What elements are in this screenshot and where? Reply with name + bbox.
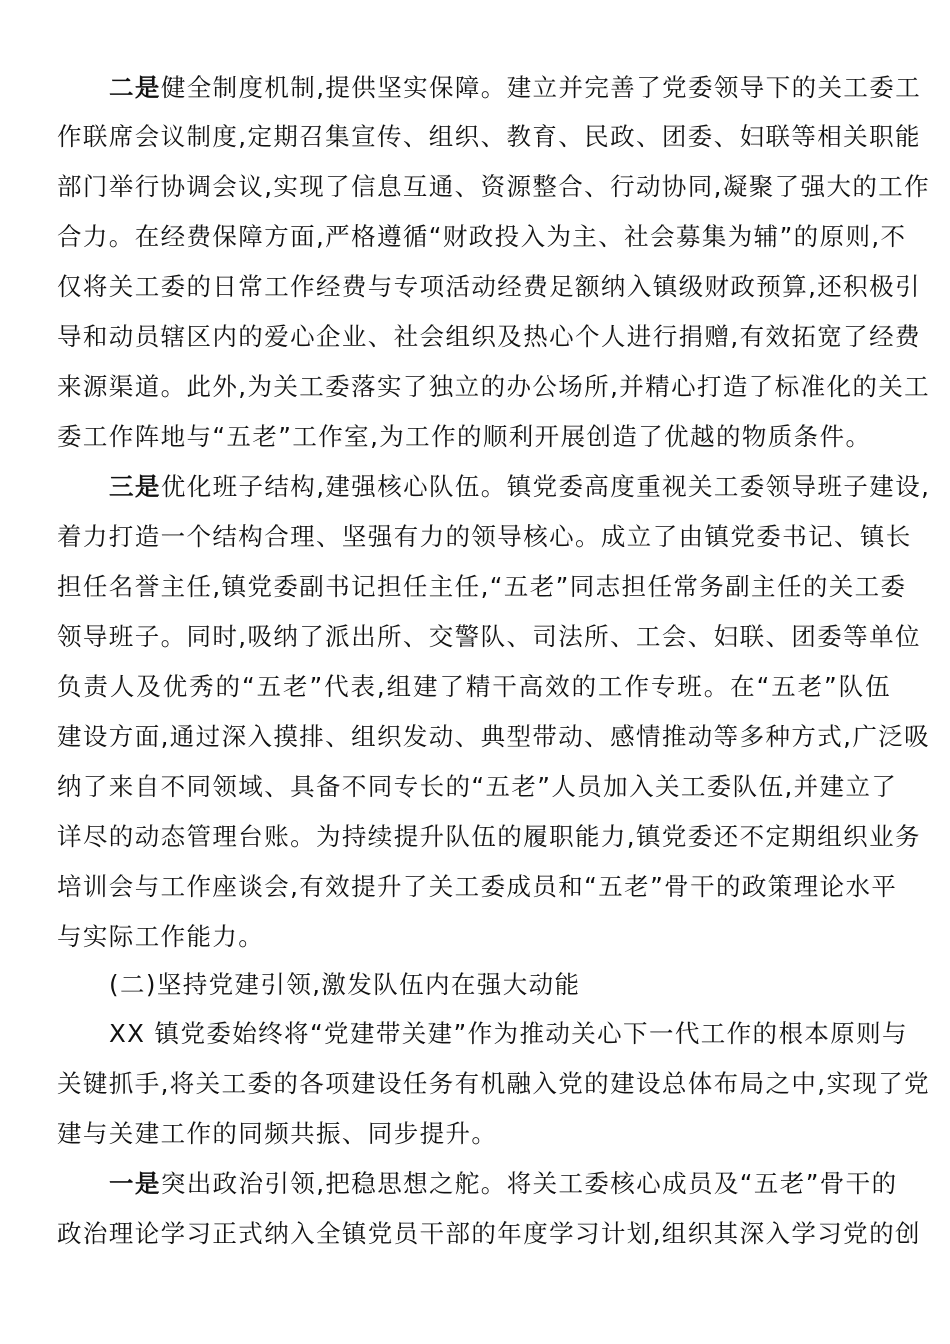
text-line: 来源渠道。此外,为关工委落实了独立的办公场所,并精心打造了标准化的关工	[57, 372, 931, 401]
heading-text: (二)坚持党建引领,激发队伍内在强大动能	[109, 970, 581, 999]
text-line: 部门举行协调会议,实现了信息互通、资源整合、行动协同,凝聚了强大的工作	[57, 172, 931, 201]
text-line: 着力打造一个结构合理、坚强有力的领导核心。成立了由镇党委书记、镇长	[57, 522, 912, 551]
text-line: 建设方面,通过深入摸排、组织发动、典型带动、感情推动等多种方式,广泛吸	[57, 722, 931, 751]
text-line: 领导班子。同时,吸纳了派出所、交警队、司法所、工会、妇联、团委等单位	[57, 622, 921, 651]
text-line: 关键抓手,将关工委的各项建设任务有机融入党的建设总体布局之中,实现了党	[57, 1069, 931, 1098]
text-line: 三是优化班子结构,建强核心队伍。镇党委高度重视关工委领导班子建设,	[109, 472, 931, 501]
text-line: 政治理论学习正式纳入全镇党员干部的年度学习计划,组织其深入学习党的创	[57, 1219, 921, 1248]
text-line: 合力。在经费保障方面,严格遵循“财政投入为主、社会募集为辅”的原则,不	[57, 222, 907, 251]
text-line: 负责人及优秀的“五老”代表,组建了精干高效的工作专班。在“五老”队伍	[57, 672, 891, 701]
text-line: 一是突出政治引领,把稳思想之舵。将关工委核心成员及“五老”骨干的	[109, 1169, 898, 1198]
text-line: 担任名誉主任,镇党委副书记担任主任,“五老”同志担任常务副主任的关工委	[57, 572, 907, 601]
text-line: 纳了来自不同领域、具备不同专长的“五老”人员加入关工委队伍,并建立了	[57, 772, 898, 801]
text-line: XX 镇党委始终将“党建带关建”作为推动关心下一代工作的根本原则与	[109, 1019, 908, 1048]
text-line: 导和动员辖区内的爱心企业、社会组织及热心个人进行捐赠,有效拓宽了经费	[57, 322, 921, 351]
text-line: 二是健全制度机制,提供坚实保障。建立并完善了党委领导下的关工委工	[109, 73, 922, 102]
text-line: 培训会与工作座谈会,有效提升了关工委成员和“五老”骨干的政策理论水平	[57, 872, 898, 901]
paragraph-lead: 二是	[109, 73, 161, 102]
text-line: 建与关建工作的同频共振、同步提升。	[57, 1119, 498, 1148]
text-line: 委工作阵地与“五老”工作室,为工作的顺利开展创造了优越的物质条件。	[57, 422, 872, 451]
paragraph-lead: 一是	[109, 1169, 161, 1198]
text-line: 仅将关工委的日常工作经费与专项活动经费足额纳入镇级财政预算,还积极引	[57, 272, 921, 301]
text-line: 作联席会议制度,定期召集宣传、组织、教育、民政、团委、妇联等相关职能	[57, 122, 921, 151]
text-line: 详尽的动态管理台账。为持续提升队伍的履职能力,镇党委还不定期组织业务	[57, 822, 921, 851]
paragraph-lead: 三是	[109, 472, 161, 501]
text-line: 与实际工作能力。	[57, 922, 265, 951]
